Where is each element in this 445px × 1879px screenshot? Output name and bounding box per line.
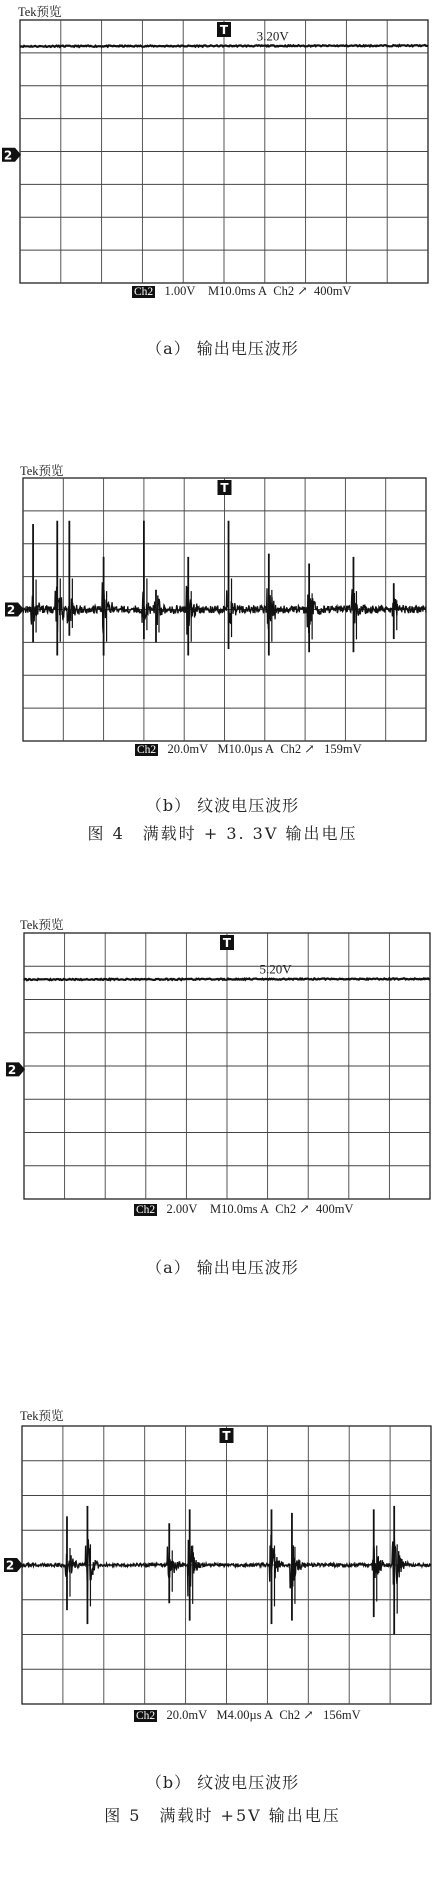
status-bar bbox=[134, 1201, 353, 1217]
rising-edge-icon: ↗ bbox=[297, 284, 308, 298]
subfigure-caption: （a） 输出电压波形 bbox=[146, 339, 299, 358]
subfigure-caption: （b） 纹波电压波形 bbox=[145, 1773, 300, 1792]
trigger-level: 400mV bbox=[313, 284, 352, 298]
acq-mode: A bbox=[264, 1708, 274, 1722]
trigger-position-marker bbox=[220, 1428, 234, 1443]
channel-marker-text: 2 bbox=[7, 1062, 17, 1077]
rising-edge-icon: ↗ bbox=[304, 742, 315, 756]
brand-label: Tek预览 bbox=[20, 918, 64, 932]
rising-edge-icon: ↗ bbox=[303, 1708, 314, 1722]
waveform-trace bbox=[24, 978, 430, 980]
brand-label: Tek预览 bbox=[20, 1409, 64, 1423]
trigger-marker-text: T bbox=[219, 23, 229, 37]
scope-panel-3 bbox=[0, 915, 445, 1385]
level-readout: 3.20V bbox=[256, 28, 289, 44]
trigger-level: 156mV bbox=[323, 1708, 361, 1722]
channel-marker-text: 2 bbox=[5, 1558, 15, 1573]
scope-screen-3 bbox=[0, 915, 445, 1385]
channel-badge: Ch2 bbox=[137, 744, 157, 756]
scope-panel-1 bbox=[0, 0, 445, 420]
trigger-marker-text: T bbox=[222, 936, 232, 950]
trigger-position-marker bbox=[218, 480, 232, 495]
volts-per-div: 20.0mV bbox=[167, 742, 209, 756]
trigger-level: 159mV bbox=[324, 742, 362, 756]
trigger-position-marker bbox=[217, 22, 231, 37]
timebase: M10.0ms bbox=[209, 1202, 258, 1216]
subfigure-caption: （b） 纹波电压波形 bbox=[145, 796, 300, 815]
channel-badge: Ch2 bbox=[136, 1204, 156, 1216]
scope-panel-4 bbox=[0, 1400, 445, 1879]
trigger-channel: Ch2 bbox=[273, 284, 295, 298]
rising-edge-icon: ↗ bbox=[299, 1202, 310, 1216]
timebase: M4.00µs bbox=[216, 1708, 262, 1722]
trigger-marker-text: T bbox=[222, 1429, 231, 1443]
trigger-marker-text: T bbox=[220, 481, 229, 495]
trigger-channel: Ch2 bbox=[280, 742, 302, 756]
status-bar bbox=[135, 741, 362, 757]
scope-panel-2 bbox=[0, 445, 445, 855]
level-readout: 5.20V bbox=[259, 961, 292, 977]
status-bar bbox=[132, 283, 351, 299]
trigger-channel: Ch2 bbox=[279, 1708, 301, 1722]
graticule bbox=[20, 20, 428, 283]
volts-per-div: 2.00V bbox=[166, 1202, 198, 1216]
brand-label: Tek预览 bbox=[18, 5, 62, 19]
channel-badge: Ch2 bbox=[134, 286, 154, 298]
trigger-level: 400mV bbox=[315, 1202, 354, 1216]
status-bar bbox=[134, 1707, 361, 1723]
figure-5-caption: 图 5 满载时 +5V 输出电压 bbox=[104, 1806, 341, 1825]
channel-marker-text: 2 bbox=[6, 603, 16, 617]
volts-per-div: 1.00V bbox=[164, 284, 196, 298]
channel-ground-marker bbox=[2, 148, 21, 163]
acq-mode: A bbox=[257, 284, 267, 298]
timebase: M10.0ms bbox=[207, 284, 256, 298]
channel-ground-marker bbox=[4, 1558, 23, 1573]
acq-mode: A bbox=[265, 742, 275, 756]
trigger-position-marker bbox=[220, 935, 234, 950]
trigger-channel: Ch2 bbox=[275, 1202, 297, 1216]
waveform-trace bbox=[20, 45, 428, 47]
channel-ground-marker bbox=[5, 603, 24, 618]
channel-ground-marker bbox=[6, 1062, 25, 1077]
figure-4-caption: 图 4 满载时 + 3. 3V 输出电压 bbox=[87, 824, 358, 843]
volts-per-div: 20.0mV bbox=[166, 1708, 208, 1722]
channel-badge: Ch2 bbox=[136, 1710, 156, 1722]
graticule bbox=[24, 933, 430, 1199]
brand-label: Tek预览 bbox=[20, 464, 64, 478]
acq-mode: A bbox=[259, 1202, 269, 1216]
subfigure-caption: （a） 输出电压波形 bbox=[146, 1258, 299, 1277]
channel-marker-text: 2 bbox=[3, 148, 13, 163]
timebase: M10.0µs bbox=[217, 742, 263, 756]
